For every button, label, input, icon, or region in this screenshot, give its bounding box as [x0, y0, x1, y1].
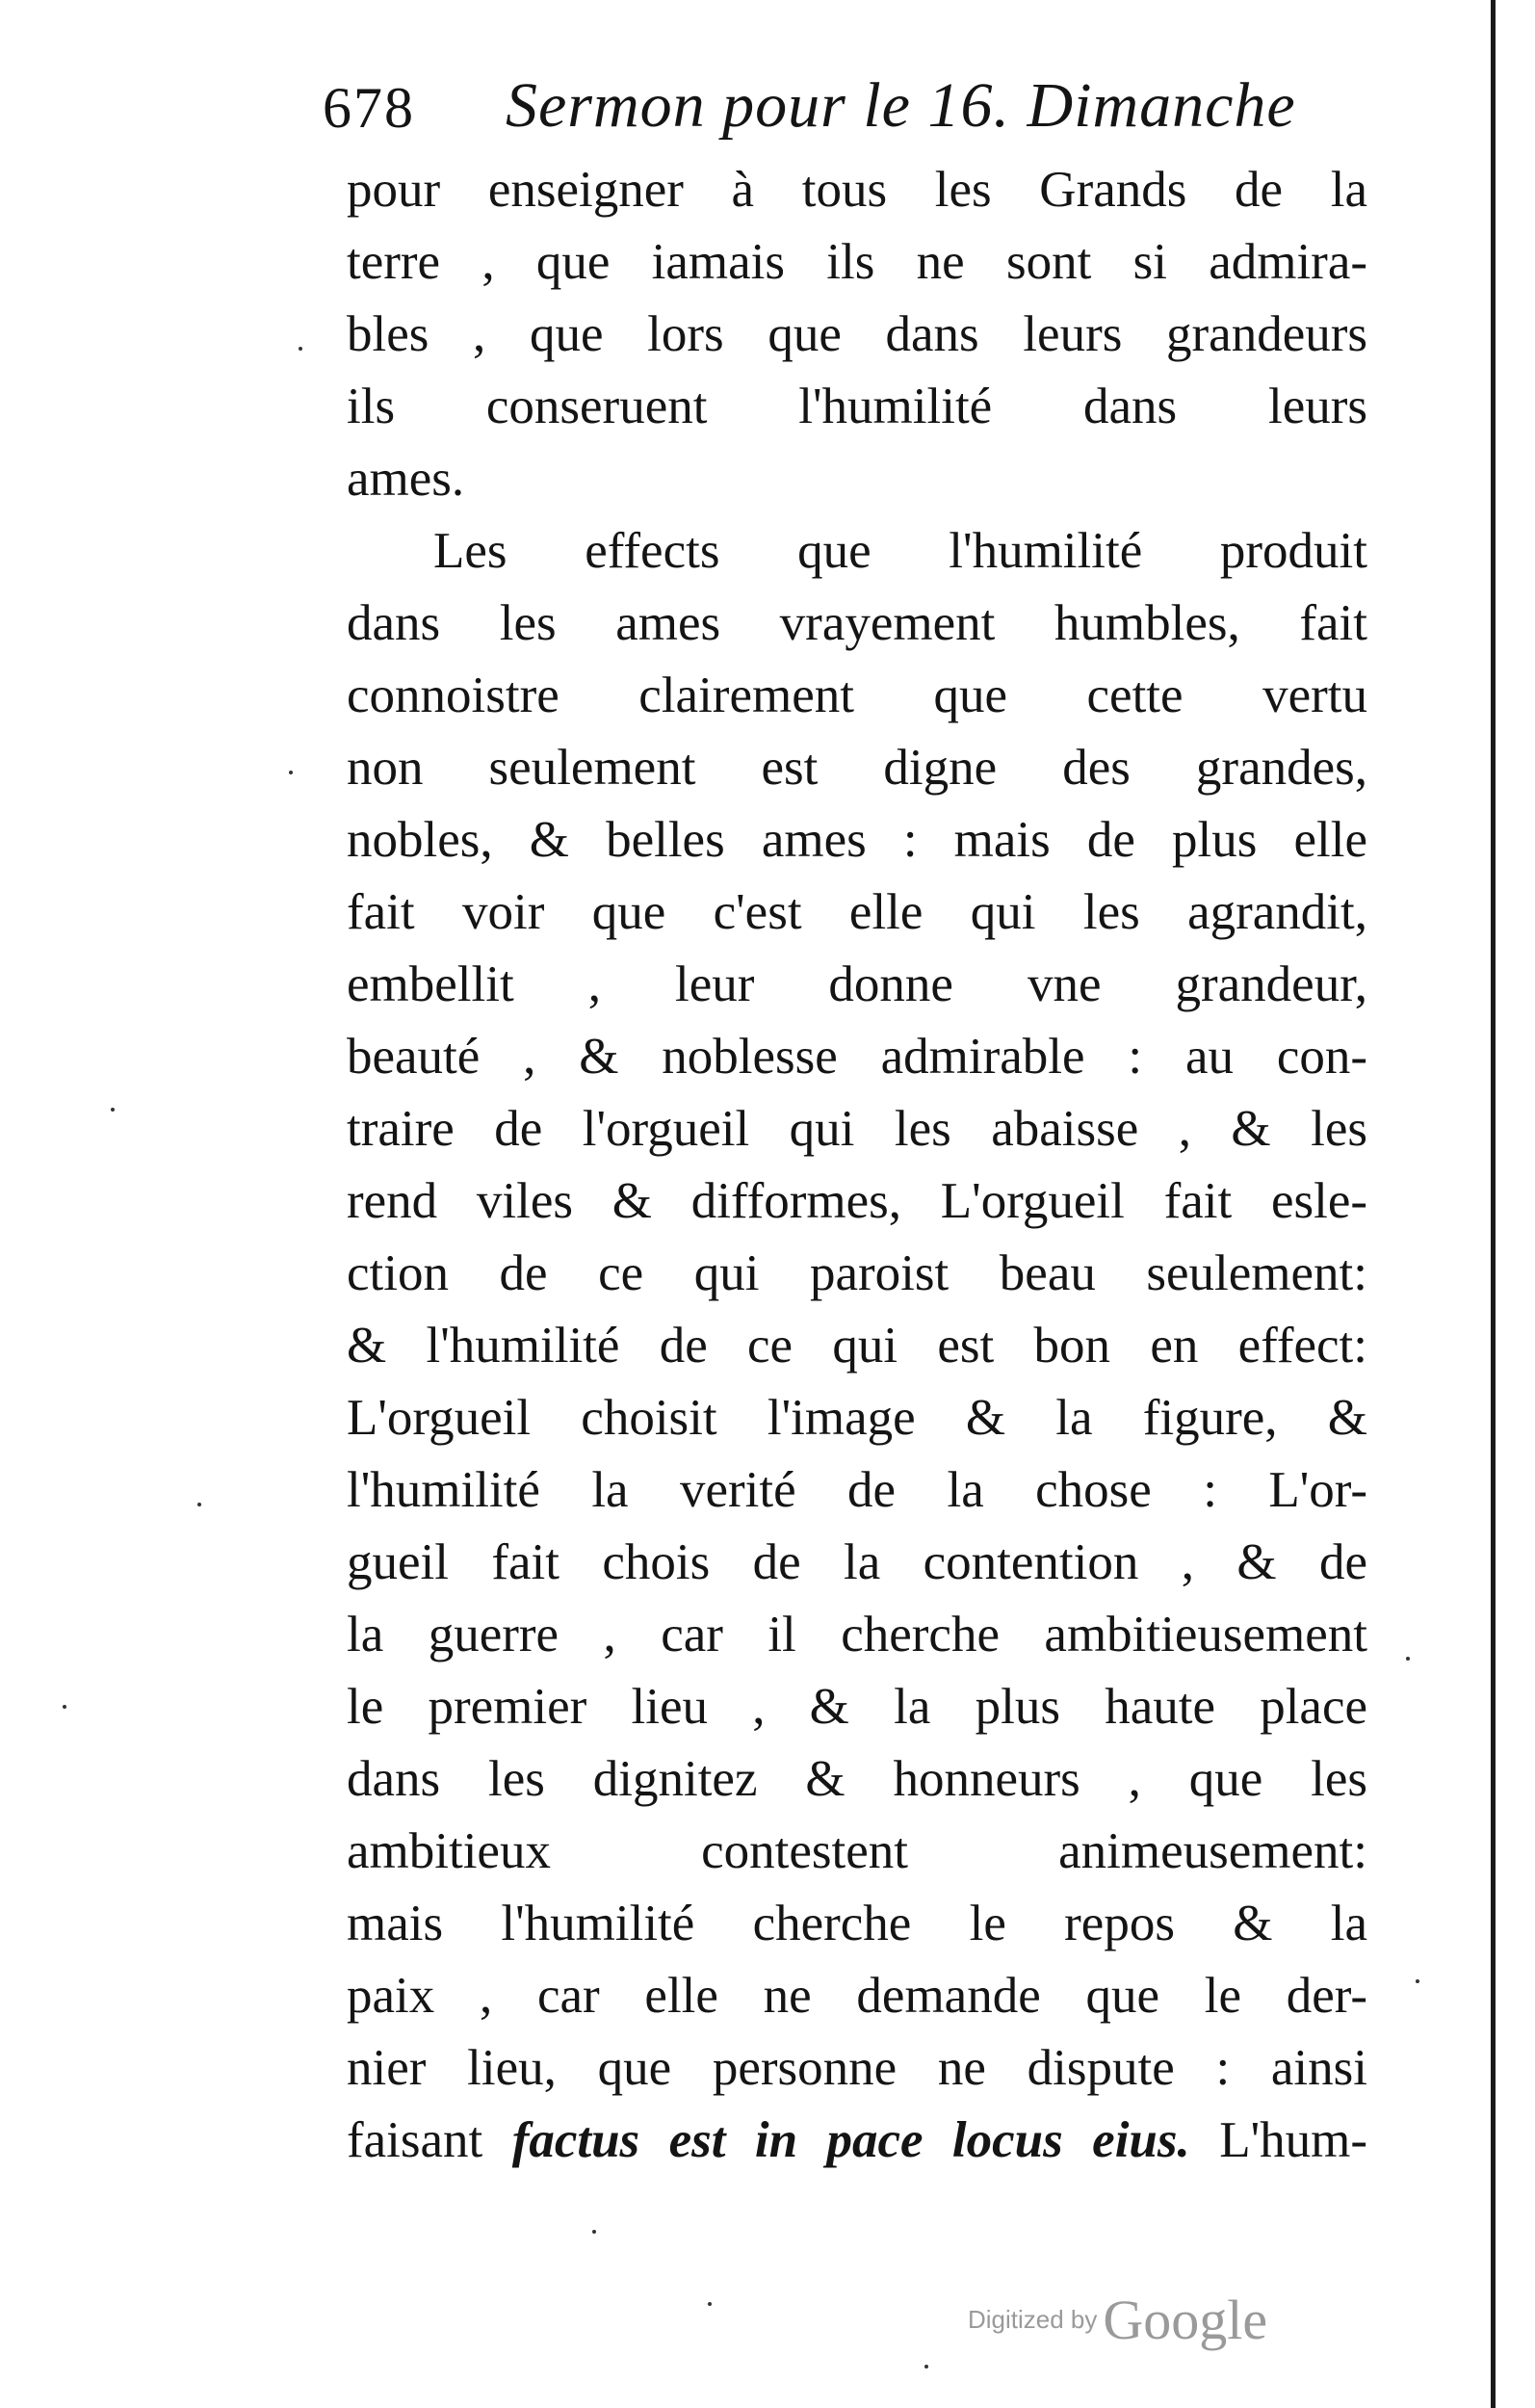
text-line: connoistre clairement que cette vertu	[347, 667, 1367, 723]
text-line: rend viles & difformes, L'orgueil fait esle-	[347, 1173, 1367, 1229]
watermark-prefix: Digitized by	[968, 2305, 1098, 2334]
scan-speck	[299, 347, 302, 351]
scan-speck	[924, 2365, 928, 2369]
last-line-tail: L'hum-	[1219, 2112, 1368, 2168]
scan-speck	[111, 1108, 115, 1112]
scan-speck	[708, 2302, 712, 2306]
text-line: & l'humilité de ce qui est bon en effect:	[347, 1318, 1367, 1374]
text-line: la guerre , car il cherche ambitieusement	[347, 1607, 1367, 1662]
text-line: non seulement est digne des grandes,	[347, 740, 1367, 796]
text-line: gueil fait chois de la contention , & de	[347, 1534, 1367, 1590]
running-head: Sermon pour le 16. Dimanche	[506, 70, 1296, 141]
watermark-brand: Google	[1103, 2289, 1268, 2351]
text-line: le premier lieu , & la plus haute place	[347, 1679, 1367, 1735]
scan-speck	[289, 771, 293, 774]
text-line: ambitieux contestent animeusement:	[347, 1823, 1367, 1879]
text-line: embellit , leur donne vne grandeur,	[347, 956, 1367, 1012]
scan-speck	[1406, 1657, 1410, 1661]
page-header	[323, 67, 1295, 154]
text-line: terre , que iamais ils ne sont si admira-	[347, 234, 1367, 290]
text-line: ction de ce qui paroist beau seulement:	[347, 1245, 1367, 1301]
last-line-lead: faisant	[347, 2112, 483, 2168]
last-text-line	[347, 2105, 1367, 2177]
text-line: dans les dignitez & honneurs , que les	[347, 1751, 1367, 1807]
latin-quotation: factus est in pace locus eius.	[511, 2112, 1190, 2168]
text-line: dans les ames vrayement humbles, fait	[347, 595, 1367, 651]
scan-speck	[1416, 1979, 1419, 1983]
digitization-watermark	[968, 2288, 1267, 2352]
text-line: traire de l'orgueil qui les abaisse , & les	[347, 1101, 1367, 1157]
scan-speck	[592, 2230, 596, 2234]
page-number: 678	[323, 76, 415, 140]
scan-speck	[197, 1503, 201, 1506]
text-line: Les effects que l'humilité produit	[433, 523, 1367, 579]
scan-speck	[63, 1705, 66, 1709]
page-edge-rule	[1491, 0, 1496, 2408]
text-line: ils conseruent l'humilité dans leurs	[347, 379, 1367, 434]
text-line: beauté , & noblesse admirable : au con-	[347, 1029, 1367, 1085]
text-line: nier lieu, que personne ne dispute : ainsi	[347, 2040, 1367, 2096]
text-line: paix , car elle ne demande que le der-	[347, 1968, 1367, 2024]
text-line: pour enseigner à tous les Grands de la	[347, 162, 1367, 218]
text-line: fait voir que c'est elle qui les agrandit,	[347, 884, 1367, 940]
text-line: ames.	[347, 451, 465, 507]
text-line: mais l'humilité cherche le repos & la	[347, 1896, 1367, 1951]
text-line: bles , que lors que dans leurs grandeurs	[347, 306, 1367, 362]
text-line: l'humilité la verité de la chose : L'or-	[347, 1462, 1367, 1518]
text-line: nobles, & belles ames : mais de plus elle	[347, 812, 1367, 868]
text-line: L'orgueil choisit l'image & la figure, &	[347, 1390, 1367, 1446]
body-text	[347, 154, 1367, 2177]
